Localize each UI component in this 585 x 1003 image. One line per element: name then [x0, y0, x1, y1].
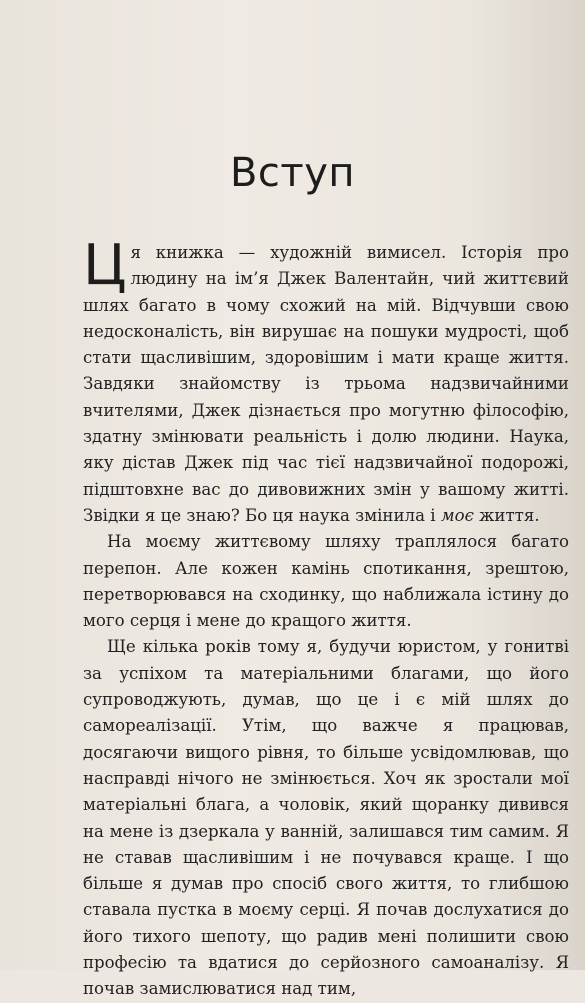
paragraph-3: Ще кілька років тому я, будучи юристом, у гонитві за успіхом та матеріальними благами, що його супроводжують, думав, що це і є мій шлях до самореалізації. Утім, що важче я працював, досягаючи вищого рівня, то більше усвідомлював, що насправді нічого не змінюється. Хоч як зростали мої матеріальні блага, а чоловік, який щоранку дивився на мене із дзеркала у ванній, залишався тим самим. Я не ставав щасливішим і не почувався краще. І що більше я думав про спосіб свого життя, то глибшою ставала пустка в моєму серці. Я почав дослухатися до його тихого шепоту, що радив мені полишити свою професію та вдатися до серйозного самоаналізу. Я почав замислюватися над тим,: [83, 637, 569, 999]
body-text: [83, 233, 569, 1003]
drop-cap: Ц: [83, 233, 127, 298]
paragraph-2: На моєму життєвому шляху траплялося багато перепон. Але кожен камінь спотикання, зрештою, перетворювався на сходинку, що наближала істину до мого серця і мене до кращого життя.: [83, 532, 569, 631]
paragraph-1: [83, 233, 569, 529]
paragraph-1-text: я книжка — художній вимисел. Історія про людину на ім’я Джек Валентайн, чий життєвий шлях багато в чому схожий на мій. Відчувши свою недосконалість, він вирушає на пошуки мудрості, щоб стати щасливішим, здоровішим і мати краще життя. Завдяки знайомству із трьома надзвичайними вчителями, Джек дізнається про могутню філософію, здатну змінювати реальність і долю людини. Наука, яку дістав Джек під час тієї надзвичайної подорожі, підштовхне вас до дивовижних змін у вашому житті. Звідки я це знаю? Бо ця наука змінила і: [83, 243, 569, 525]
chapter-title: Вступ: [229, 150, 356, 196]
paragraph-1-emphasis: моє: [440, 505, 474, 525]
paragraph-1-ending: життя.: [473, 505, 540, 525]
